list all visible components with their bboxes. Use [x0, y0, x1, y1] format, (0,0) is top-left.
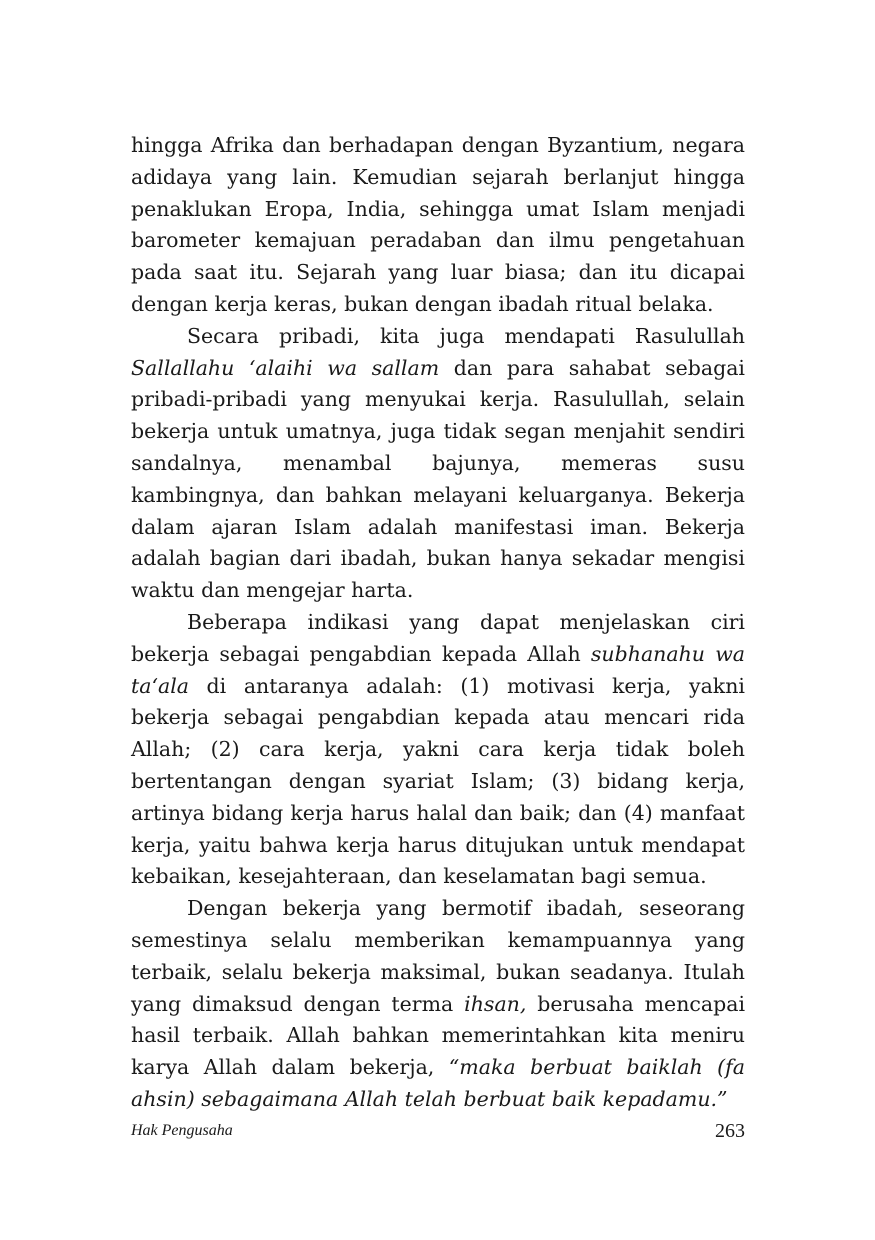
paragraph-3-text-a: Beberapa indikasi yang dapat menjelaskan ciri bekerja sebagai pengabdian kepada Allah: [131, 609, 745, 666]
paragraph-2-italic: Sallallahu ‘alaihi wa sallam: [131, 355, 440, 380]
running-footer-title: Hak Pengusaha: [131, 1122, 233, 1139]
paragraph-4-italic-quote: “maka berbuat baiklah (fa ahsin) sebagaimana Allah telah berbuat baik kepadamu.”: [131, 1055, 745, 1111]
paragraph-3-text-b: di antaranya adalah: (1) motivasi kerja, yakni bekerja sebagai pengabdian kepada atau mencari rida Allah; (2) cara kerja, yakni cara kerja tidak boleh bertentangan dengan syariat Islam; (3) bidang kerja, artinya bidang kerja harus halal dan baik; dan (4) manfaat kerja, yaitu bahwa kerja harus ditujukan untuk mendapat kebaikan, kesejahteraan, dan keselamatan bagi semua.: [131, 673, 745, 889]
paragraph-2-text-b: dan para sahabat sebagai pribadi-pribadi yang menyukai kerja. Rasulullah, selain bekerja untuk umatnya, juga tidak segan menjahit sendiri sandalnya, menambal bajunya, memeras susu kambingnya, dan bahkan melayani keluarganya. Bekerja dalam ajaran Islam adalah manifestasi iman. Bekerja adalah bagian dari ibadah, bukan hanya sekadar mengisi waktu dan mengejar harta.: [131, 355, 745, 603]
paragraph-4-italic-term: ihsan,: [464, 991, 527, 1016]
paragraph-2-text-a: Secara pribadi, kita juga mendapati Rasulullah: [187, 323, 745, 348]
paragraph-3-italic: subhanahu wa ta‘ala: [131, 641, 745, 698]
paragraph-2: [131, 321, 745, 607]
paragraph-4-text-a: Dengan bekerja yang bermotif ibadah, seseorang semestinya selalu memberikan kemampuannya yang terbaik, selalu bekerja maksimal, bukan seadanya. Itulah yang dimaksud dengan terma: [131, 896, 745, 1016]
paragraph-4: [131, 893, 745, 1116]
paragraph-1-text: hingga Afrika dan berhadapan dengan Byzantium, negara adidaya yang lain. Kemudian sejarah berlanjut hingga penaklukan Eropa, India, sehingga umat Islam menjadi barometer kemajuan peradaban dan ilmu pengetahuan pada saat itu. Sejarah yang luar biasa; dan itu dicapai dengan kerja keras, bukan dengan ibadah ritual belaka.: [131, 133, 745, 316]
page-number: 263: [715, 1120, 745, 1142]
page-body: [131, 130, 745, 1116]
paragraph-1: [131, 130, 745, 321]
paragraph-4-text-b: berusaha mencapai hasil terbaik. Allah bahkan memerintahkan kita meniru karya Allah dalam bekerja,: [131, 991, 746, 1080]
paragraph-3: [131, 607, 745, 893]
